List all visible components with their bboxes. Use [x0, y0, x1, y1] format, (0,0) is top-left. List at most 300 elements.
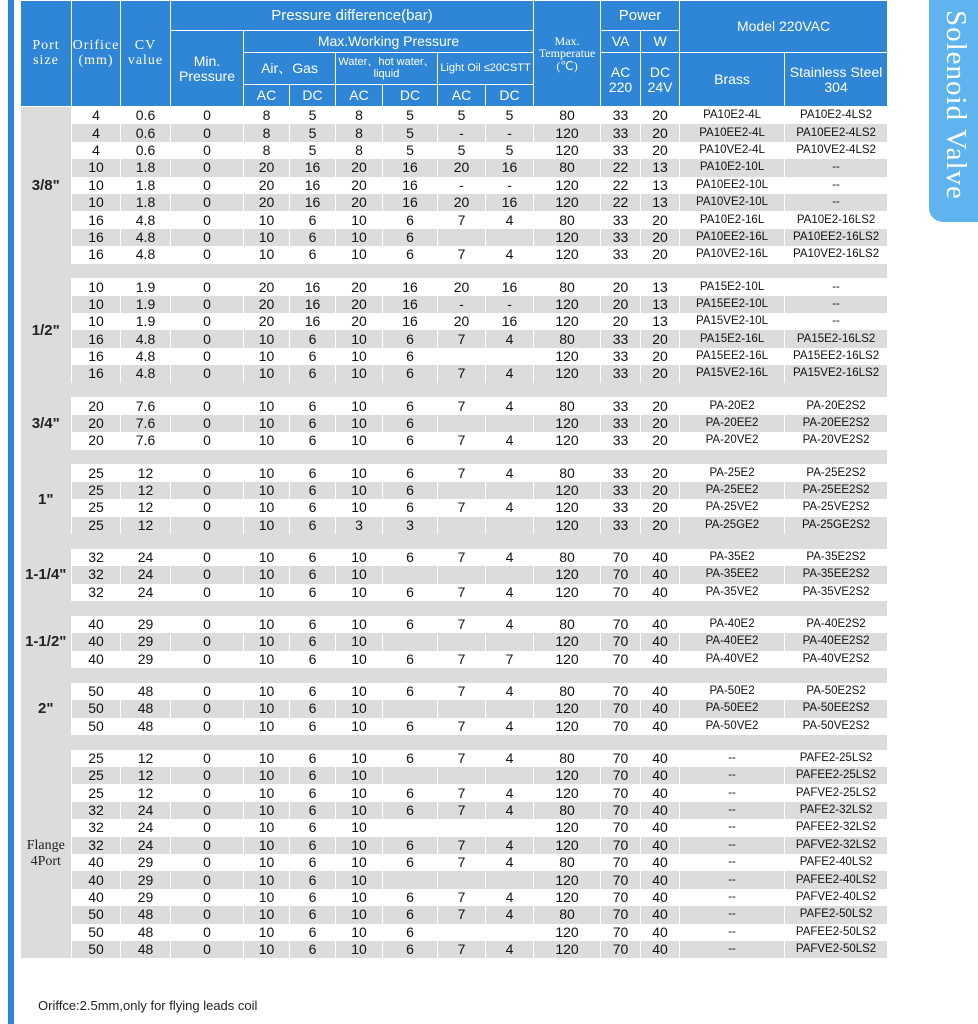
water-ac-cell: 10	[336, 750, 383, 767]
min-pressure-cell: 0	[171, 415, 244, 432]
oil-dc-cell: 16	[486, 159, 534, 176]
table-row	[21, 566, 888, 583]
orifice-cell: 50	[72, 683, 121, 700]
cv-value-cell: 24	[121, 802, 171, 819]
max-temp-cell: 120	[534, 246, 601, 263]
orifice-cell: 40	[72, 633, 121, 650]
port-size-cell: 1"	[21, 464, 72, 534]
air-ac-cell: 20	[244, 159, 290, 176]
water-dc-cell: 6	[383, 651, 438, 668]
min-pressure-cell: 0	[171, 889, 244, 906]
oil-dc-cell: 5	[486, 107, 534, 125]
water-dc-cell	[383, 767, 438, 784]
air-ac-cell: 10	[244, 432, 290, 449]
oil-dc-cell: 4	[486, 906, 534, 923]
power-va-cell: 33	[601, 211, 641, 228]
table-row	[21, 924, 888, 941]
min-pressure-cell: 0	[171, 432, 244, 449]
air-dc-cell: 6	[290, 365, 336, 382]
oil-dc-cell	[486, 415, 534, 432]
water-ac-cell: 10	[336, 499, 383, 516]
power-va-cell: 33	[601, 124, 641, 141]
oil-dc-cell: 4	[486, 211, 534, 228]
power-va-cell: 33	[601, 517, 641, 534]
power-va-cell: 33	[601, 482, 641, 499]
air-ac-cell: 10	[244, 802, 290, 819]
water-ac-cell: 10	[336, 397, 383, 414]
header-water-ac: AC	[336, 85, 383, 107]
water-dc-cell: 16	[383, 296, 438, 313]
model-brass-cell: --	[680, 784, 785, 801]
table-row	[21, 177, 888, 194]
air-dc-cell: 6	[290, 941, 336, 958]
water-dc-cell: 3	[383, 517, 438, 534]
oil-ac-cell: 7	[438, 246, 486, 263]
group-separator	[21, 383, 888, 398]
air-ac-cell: 10	[244, 683, 290, 700]
model-brass-cell: PA-40E2	[680, 616, 785, 633]
max-temp-cell: 120	[534, 633, 601, 650]
model-brass-cell: PA15E2-16L	[680, 330, 785, 347]
cv-value-cell: 48	[121, 924, 171, 941]
min-pressure-cell: 0	[171, 566, 244, 583]
orifice-cell: 16	[72, 348, 121, 365]
min-pressure-cell: 0	[171, 584, 244, 601]
water-ac-cell: 10	[336, 365, 383, 382]
model-brass-cell: PA10E2-10L	[680, 159, 785, 176]
max-temp-cell: 80	[534, 750, 601, 767]
air-ac-cell: 10	[244, 718, 290, 735]
oil-dc-cell	[486, 819, 534, 836]
cv-value-cell: 4.8	[121, 348, 171, 365]
max-temp-cell: 120	[534, 365, 601, 382]
orifice-cell: 50	[72, 941, 121, 958]
min-pressure-cell: 0	[171, 464, 244, 481]
water-ac-cell: 10	[336, 784, 383, 801]
model-brass-cell: --	[680, 924, 785, 941]
air-ac-cell: 20	[244, 177, 290, 194]
water-dc-cell: 6	[383, 432, 438, 449]
table-row	[21, 837, 888, 854]
power-va-cell: 70	[601, 566, 641, 583]
model-brass-cell: PA10VE2-16L	[680, 246, 785, 263]
model-brass-cell: PA15VE2-10L	[680, 313, 785, 330]
orifice-cell: 20	[72, 397, 121, 414]
max-temp-cell: 120	[534, 177, 601, 194]
power-w-cell: 20	[641, 142, 680, 159]
water-dc-cell: 6	[383, 348, 438, 365]
model-brass-cell: PA10E2-4L	[680, 107, 785, 125]
water-dc-cell: 6	[383, 482, 438, 499]
model-brass-cell: PA-40EE2	[680, 633, 785, 650]
orifice-cell: 16	[72, 246, 121, 263]
header-pressure-difference: Pressure difference(bar)	[171, 1, 534, 31]
model-stainless-cell: PA-50EE2S2	[785, 700, 888, 717]
table-row	[21, 941, 888, 958]
oil-ac-cell: -	[438, 124, 486, 141]
power-va-cell: 33	[601, 142, 641, 159]
air-dc-cell: 6	[290, 750, 336, 767]
model-stainless-cell: PAFE2-25LS2	[785, 750, 888, 767]
air-ac-cell: 10	[244, 365, 290, 382]
oil-dc-cell: 4	[486, 584, 534, 601]
air-ac-cell: 10	[244, 767, 290, 784]
port-size-cell: Flange 4Port	[21, 750, 72, 959]
oil-dc-cell: -	[486, 296, 534, 313]
power-w-cell: 40	[641, 549, 680, 566]
min-pressure-cell: 0	[171, 313, 244, 330]
cv-value-cell: 0.6	[121, 142, 171, 159]
cv-value-cell: 24	[121, 584, 171, 601]
oil-dc-cell: 5	[486, 142, 534, 159]
cv-value-cell: 24	[121, 837, 171, 854]
air-ac-cell: 10	[244, 924, 290, 941]
water-ac-cell: 10	[336, 566, 383, 583]
power-w-cell: 20	[641, 124, 680, 141]
separator-cell	[21, 383, 888, 398]
min-pressure-cell: 0	[171, 750, 244, 767]
cv-value-cell: 4.8	[121, 229, 171, 246]
cv-value-cell: 4.8	[121, 211, 171, 228]
air-dc-cell: 16	[290, 313, 336, 330]
power-w-cell: 40	[641, 941, 680, 958]
cv-value-cell: 29	[121, 651, 171, 668]
model-stainless-cell: PA10E2-16LS2	[785, 211, 888, 228]
power-va-cell: 70	[601, 616, 641, 633]
max-temp-cell: 120	[534, 517, 601, 534]
min-pressure-cell: 0	[171, 941, 244, 958]
oil-ac-cell: 7	[438, 651, 486, 668]
air-dc-cell: 6	[290, 651, 336, 668]
table-body	[21, 107, 888, 959]
air-ac-cell: 10	[244, 566, 290, 583]
cv-value-cell: 1.9	[121, 278, 171, 295]
oil-ac-cell: 20	[438, 278, 486, 295]
oil-ac-cell: 5	[438, 107, 486, 125]
header-ac220: AC 220	[601, 53, 641, 107]
oil-ac-cell: 7	[438, 683, 486, 700]
min-pressure-cell: 0	[171, 482, 244, 499]
oil-dc-cell: 16	[486, 194, 534, 211]
cv-value-cell: 12	[121, 517, 171, 534]
header-power: Power	[601, 1, 680, 31]
water-dc-cell: 16	[383, 194, 438, 211]
water-dc-cell	[383, 700, 438, 717]
power-va-cell: 33	[601, 246, 641, 263]
orifice-cell: 40	[72, 651, 121, 668]
model-brass-cell: PA10VE2-4L	[680, 142, 785, 159]
oil-dc-cell: 4	[486, 750, 534, 767]
cv-value-cell: 48	[121, 700, 171, 717]
oil-ac-cell: 7	[438, 432, 486, 449]
water-dc-cell: 6	[383, 330, 438, 347]
water-dc-cell: 6	[383, 924, 438, 941]
max-temp-cell: 120	[534, 432, 601, 449]
table-row	[21, 482, 888, 499]
max-temp-cell: 120	[534, 889, 601, 906]
min-pressure-cell: 0	[171, 177, 244, 194]
oil-ac-cell	[438, 415, 486, 432]
water-dc-cell: 6	[383, 718, 438, 735]
max-temp-cell: 120	[534, 296, 601, 313]
min-pressure-cell: 0	[171, 499, 244, 516]
max-temp-cell: 80	[534, 211, 601, 228]
oil-dc-cell: 4	[486, 802, 534, 819]
water-ac-cell: 10	[336, 330, 383, 347]
max-temp-cell: 120	[534, 584, 601, 601]
water-dc-cell	[383, 871, 438, 888]
max-temp-cell: 120	[534, 837, 601, 854]
model-stainless-cell: PA10EE2-4LS2	[785, 124, 888, 141]
model-brass-cell: PA-35E2	[680, 549, 785, 566]
min-pressure-cell: 0	[171, 616, 244, 633]
orifice-cell: 32	[72, 837, 121, 854]
header-cv-value: CV value	[121, 1, 171, 107]
model-brass-cell: PA-20VE2	[680, 432, 785, 449]
min-pressure-cell: 0	[171, 871, 244, 888]
air-ac-cell: 10	[244, 633, 290, 650]
power-va-cell: 70	[601, 906, 641, 923]
orifice-cell: 16	[72, 229, 121, 246]
table-row	[21, 124, 888, 141]
header-dc24v: DC 24V	[641, 53, 680, 107]
cv-value-cell: 24	[121, 566, 171, 583]
table-row	[21, 819, 888, 836]
cv-value-cell: 29	[121, 633, 171, 650]
orifice-cell: 40	[72, 616, 121, 633]
air-dc-cell: 6	[290, 906, 336, 923]
air-ac-cell: 20	[244, 296, 290, 313]
oil-dc-cell: 4	[486, 549, 534, 566]
orifice-cell: 25	[72, 482, 121, 499]
power-va-cell: 33	[601, 107, 641, 125]
water-ac-cell: 10	[336, 871, 383, 888]
max-temp-cell: 80	[534, 802, 601, 819]
model-stainless-cell: --	[785, 296, 888, 313]
min-pressure-cell: 0	[171, 365, 244, 382]
orifice-cell: 50	[72, 718, 121, 735]
power-w-cell: 40	[641, 750, 680, 767]
table-row	[21, 700, 888, 717]
water-ac-cell: 10	[336, 348, 383, 365]
model-stainless-cell: PA10VE2-4LS2	[785, 142, 888, 159]
power-w-cell: 40	[641, 906, 680, 923]
model-stainless-cell: PA-20VE2S2	[785, 432, 888, 449]
oil-ac-cell: 7	[438, 750, 486, 767]
power-va-cell: 70	[601, 700, 641, 717]
group-separator	[21, 668, 888, 683]
power-w-cell: 40	[641, 651, 680, 668]
power-va-cell: 33	[601, 415, 641, 432]
orifice-cell: 50	[72, 906, 121, 923]
water-ac-cell: 10	[336, 633, 383, 650]
water-dc-cell: 16	[383, 278, 438, 295]
oil-dc-cell	[486, 871, 534, 888]
power-va-cell: 70	[601, 854, 641, 871]
group-separator	[21, 534, 888, 549]
air-ac-cell: 20	[244, 278, 290, 295]
min-pressure-cell: 0	[171, 296, 244, 313]
air-ac-cell: 8	[244, 124, 290, 141]
oil-ac-cell: 7	[438, 499, 486, 516]
oil-dc-cell: 4	[486, 464, 534, 481]
oil-ac-cell: 7	[438, 211, 486, 228]
water-dc-cell: 6	[383, 906, 438, 923]
power-va-cell: 70	[601, 802, 641, 819]
table-row	[21, 330, 888, 347]
model-stainless-cell: PAFEE2-40LS2	[785, 871, 888, 888]
header-water-dc: DC	[383, 85, 438, 107]
water-dc-cell	[383, 819, 438, 836]
min-pressure-cell: 0	[171, 330, 244, 347]
power-w-cell: 40	[641, 784, 680, 801]
table-row	[21, 246, 888, 263]
power-va-cell: 33	[601, 397, 641, 414]
table-row	[21, 633, 888, 650]
air-ac-cell: 10	[244, 229, 290, 246]
oil-ac-cell: 7	[438, 784, 486, 801]
max-temp-cell: 120	[534, 651, 601, 668]
oil-dc-cell: 4	[486, 330, 534, 347]
port-size-cell: 1-1/2"	[21, 616, 72, 668]
model-stainless-cell: PA-50E2S2	[785, 683, 888, 700]
oil-dc-cell: 4	[486, 837, 534, 854]
cv-value-cell: 29	[121, 889, 171, 906]
model-brass-cell: PA-25EE2	[680, 482, 785, 499]
oil-dc-cell	[486, 767, 534, 784]
port-size-cell: 3/8"	[21, 107, 72, 264]
water-ac-cell: 10	[336, 941, 383, 958]
oil-dc-cell: -	[486, 177, 534, 194]
water-ac-cell: 10	[336, 718, 383, 735]
table-row	[21, 107, 888, 125]
oil-dc-cell	[486, 700, 534, 717]
air-dc-cell: 6	[290, 415, 336, 432]
water-dc-cell: 6	[383, 499, 438, 516]
table-row	[21, 159, 888, 176]
min-pressure-cell: 0	[171, 278, 244, 295]
power-va-cell: 20	[601, 278, 641, 295]
model-brass-cell: PA10VE2-10L	[680, 194, 785, 211]
oil-dc-cell	[486, 633, 534, 650]
water-ac-cell: 10	[336, 415, 383, 432]
air-ac-cell: 10	[244, 784, 290, 801]
table-row	[21, 906, 888, 923]
min-pressure-cell: 0	[171, 718, 244, 735]
orifice-cell: 4	[72, 107, 121, 125]
air-ac-cell: 10	[244, 549, 290, 566]
power-w-cell: 13	[641, 177, 680, 194]
power-va-cell: 70	[601, 819, 641, 836]
model-brass-cell: --	[680, 837, 785, 854]
left-accent-bar	[8, 0, 14, 1024]
water-ac-cell: 20	[336, 296, 383, 313]
max-temp-cell: 80	[534, 616, 601, 633]
min-pressure-cell: 0	[171, 700, 244, 717]
air-ac-cell: 10	[244, 700, 290, 717]
water-dc-cell	[383, 633, 438, 650]
min-pressure-cell: 0	[171, 397, 244, 414]
cv-value-cell: 12	[121, 499, 171, 516]
model-stainless-cell: PA15VE2-16LS2	[785, 365, 888, 382]
model-brass-cell: --	[680, 802, 785, 819]
min-pressure-cell: 0	[171, 906, 244, 923]
orifice-cell: 20	[72, 415, 121, 432]
oil-ac-cell	[438, 633, 486, 650]
min-pressure-cell: 0	[171, 924, 244, 941]
power-va-cell: 70	[601, 871, 641, 888]
model-brass-cell: PA-50E2	[680, 683, 785, 700]
oil-dc-cell: 4	[486, 365, 534, 382]
water-dc-cell: 5	[383, 107, 438, 125]
min-pressure-cell: 0	[171, 549, 244, 566]
model-stainless-cell: --	[785, 159, 888, 176]
oil-dc-cell: -	[486, 124, 534, 141]
water-dc-cell: 16	[383, 177, 438, 194]
water-dc-cell: 6	[383, 365, 438, 382]
water-dc-cell: 6	[383, 584, 438, 601]
power-w-cell: 20	[641, 211, 680, 228]
header-model: Model 220VAC	[680, 1, 888, 53]
oil-dc-cell: 4	[486, 889, 534, 906]
table-row	[21, 415, 888, 432]
model-stainless-cell: PAFEE2-50LS2	[785, 924, 888, 941]
group-separator	[21, 601, 888, 616]
model-brass-cell: --	[680, 906, 785, 923]
cv-value-cell: 48	[121, 718, 171, 735]
min-pressure-cell: 0	[171, 633, 244, 650]
model-stainless-cell: PA-35VE2S2	[785, 584, 888, 601]
air-dc-cell: 6	[290, 246, 336, 263]
water-ac-cell: 10	[336, 229, 383, 246]
table-row	[21, 584, 888, 601]
separator-cell	[21, 668, 888, 683]
power-w-cell: 20	[641, 499, 680, 516]
power-w-cell: 40	[641, 683, 680, 700]
cv-value-cell: 29	[121, 854, 171, 871]
header-brass: Brass	[680, 53, 785, 107]
air-dc-cell: 6	[290, 211, 336, 228]
orifice-cell: 25	[72, 499, 121, 516]
model-brass-cell: PA15EE2-10L	[680, 296, 785, 313]
power-va-cell: 33	[601, 330, 641, 347]
max-temp-cell: 120	[534, 142, 601, 159]
power-w-cell: 40	[641, 616, 680, 633]
cv-value-cell: 24	[121, 549, 171, 566]
power-w-cell: 40	[641, 854, 680, 871]
model-stainless-cell: PA10EE2-16LS2	[785, 229, 888, 246]
air-dc-cell: 6	[290, 802, 336, 819]
max-temp-cell: 120	[534, 124, 601, 141]
oil-dc-cell	[486, 517, 534, 534]
max-temp-cell: 120	[534, 700, 601, 717]
air-ac-cell: 10	[244, 482, 290, 499]
separator-cell	[21, 264, 888, 279]
power-va-cell: 70	[601, 683, 641, 700]
water-ac-cell: 10	[336, 616, 383, 633]
separator-cell	[21, 534, 888, 549]
air-ac-cell: 10	[244, 211, 290, 228]
air-dc-cell: 6	[290, 616, 336, 633]
air-dc-cell: 6	[290, 718, 336, 735]
power-va-cell: 70	[601, 584, 641, 601]
header-orifice: Orifice (mm)	[72, 1, 121, 107]
air-dc-cell: 16	[290, 159, 336, 176]
model-stainless-cell: PA-20E2S2	[785, 397, 888, 414]
cv-value-cell: 29	[121, 616, 171, 633]
model-stainless-cell: --	[785, 278, 888, 295]
table-row	[21, 194, 888, 211]
